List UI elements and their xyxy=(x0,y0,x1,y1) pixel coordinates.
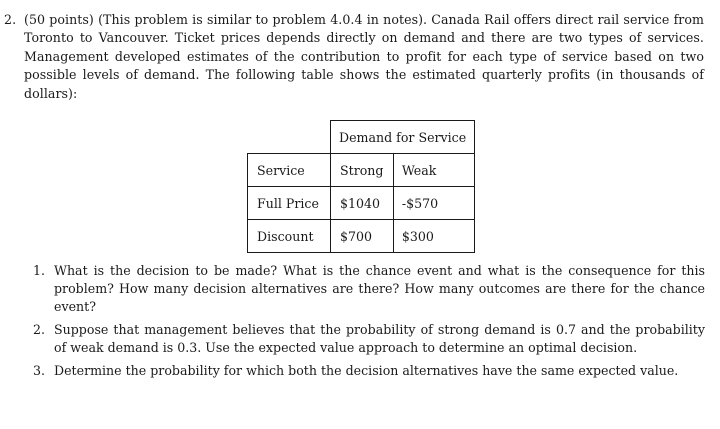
table-row xyxy=(248,187,475,220)
question-text: Determine the probability for which both the decision alternatives have the same expected value. xyxy=(54,362,679,378)
question-text: What is the decision to be made? What is the chance event and what is the consequence for this problem? How many decision alternatives are there? How many outcomes are there for the chance event? xyxy=(54,263,705,314)
question-list xyxy=(33,262,705,385)
question-number: 3. xyxy=(33,362,46,378)
question-text: Suppose that management believes that the probability of strong demand is 0.7 and the probability of weak demand is 0.3. Use the expected value approach to determine an optimal decision. xyxy=(54,321,705,355)
table-group-header-row xyxy=(248,121,475,154)
table-empty-corner xyxy=(248,121,331,154)
row-label: Discount xyxy=(248,220,331,253)
profit-table xyxy=(247,120,475,253)
row-label: Full Price xyxy=(248,187,331,220)
weak-header: Weak xyxy=(393,154,474,187)
list-item xyxy=(33,362,705,380)
problem-intro: (50 points) (This problem is similar to problem 4.0.4 in notes). Canada Rail offers direct rail service from Toronto to Vancouver. Ticket prices depends directly on demand and there are two types of services. Management developed estimates of the contribution to profit for each type of service based on two possible levels of demand. The following table shows the estimated quarterly profits (in thousands of dollars): xyxy=(24,12,704,101)
demand-header: Demand for Service xyxy=(331,121,475,154)
list-item xyxy=(33,262,705,315)
problem-number: 2. xyxy=(4,12,17,27)
question-number: 1. xyxy=(33,263,46,278)
table-header-row xyxy=(248,154,475,187)
cell-strong: $1040 xyxy=(331,187,394,220)
list-item xyxy=(33,321,705,357)
table-row xyxy=(248,220,475,253)
cell-weak: -$570 xyxy=(393,187,474,220)
strong-header: Strong xyxy=(331,154,394,187)
service-header: Service xyxy=(248,154,331,187)
cell-strong: $700 xyxy=(331,220,394,253)
problem-statement xyxy=(4,11,704,103)
cell-weak: $300 xyxy=(393,220,474,253)
profit-table-container xyxy=(247,120,475,253)
problem-header xyxy=(4,11,704,103)
question-number: 2. xyxy=(33,321,46,337)
